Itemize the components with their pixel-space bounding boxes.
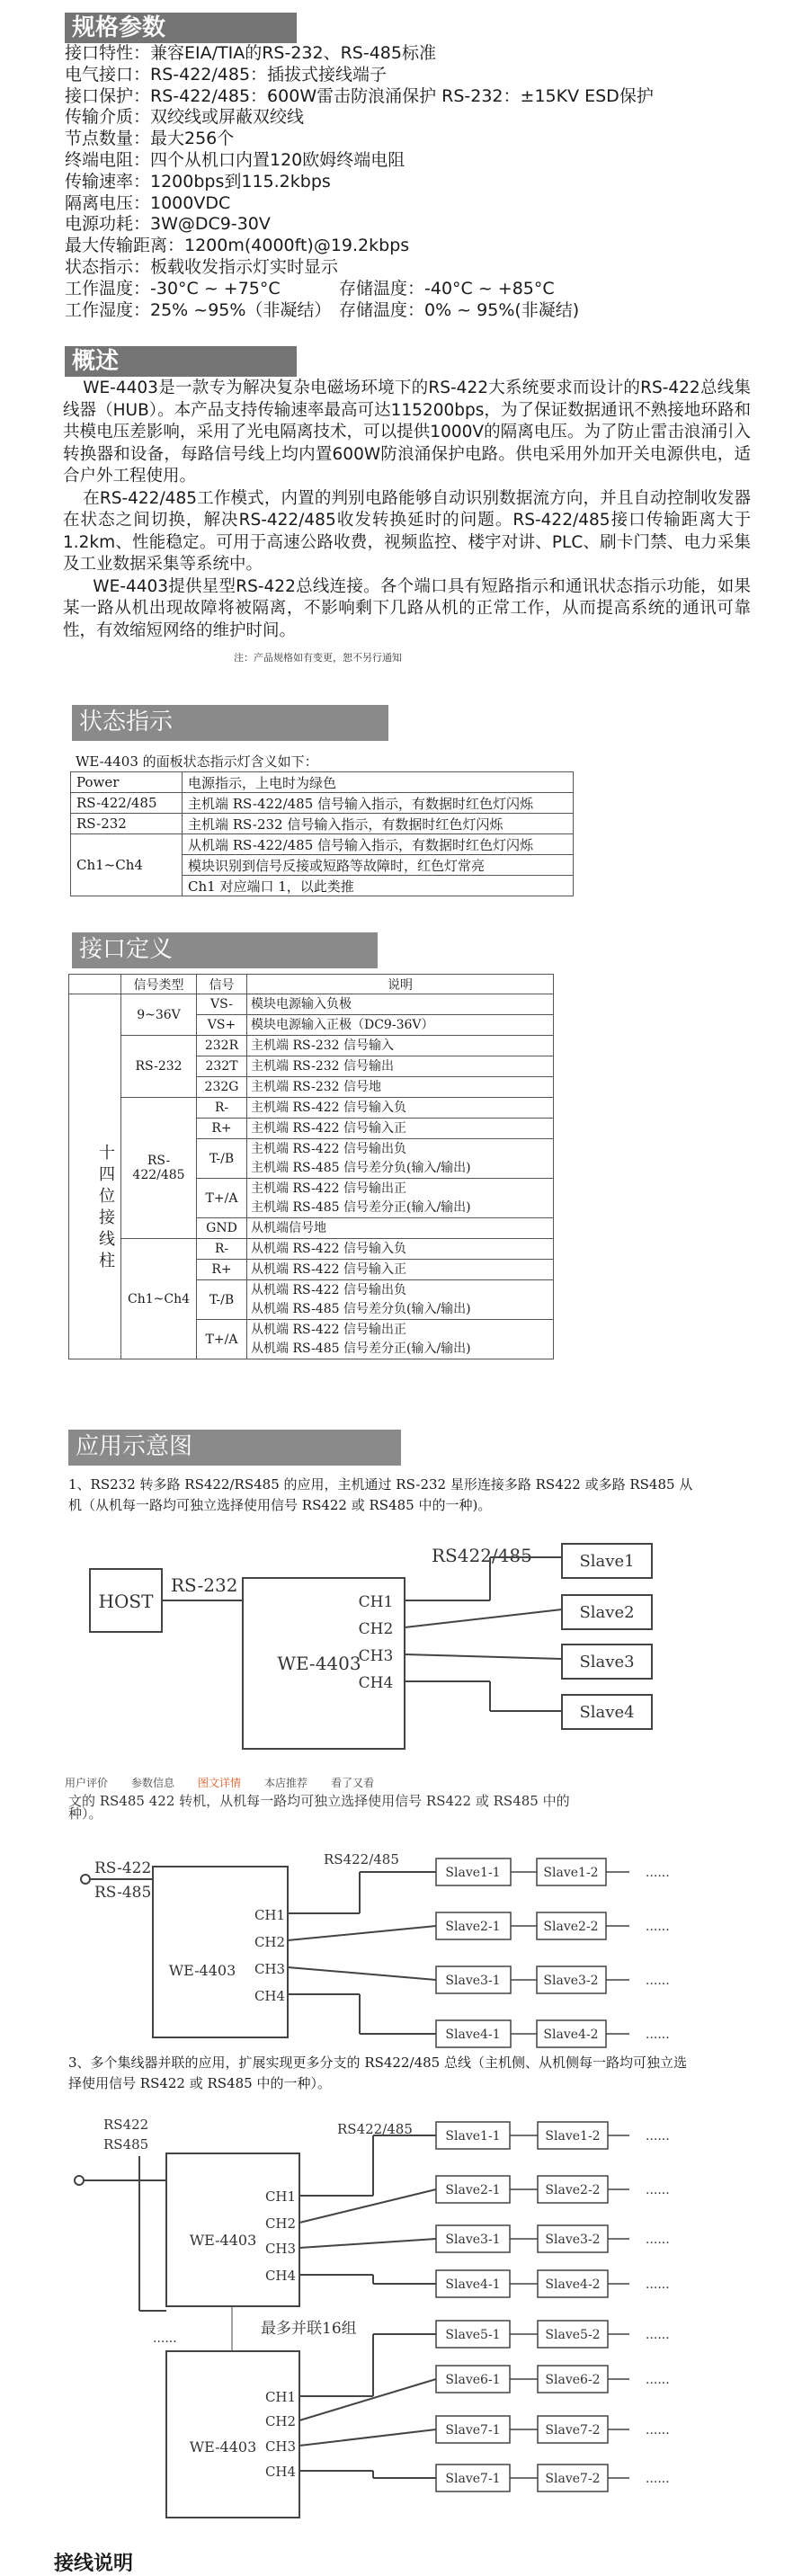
port-circle — [81, 1875, 90, 1884]
table-header-row — [69, 975, 554, 994]
ellipsis: ...... — [646, 2373, 670, 2387]
signal-type: RS-422/485 — [121, 1098, 197, 1239]
connector-line — [405, 1609, 562, 1627]
diagram-3 — [0, 2104, 811, 2534]
channel-label: CH1 — [264, 2188, 297, 2205]
ellipsis: ...... — [646, 2423, 670, 2438]
signal-name: T-/B — [197, 1139, 247, 1179]
signal-desc: 模块电源输入正极（DC9-36V） — [247, 1015, 554, 1036]
signal-desc: 从机端信号地 — [247, 1218, 554, 1239]
slave-label: Slave7-2 — [545, 2472, 601, 2486]
bus-label: RS422/485 — [337, 2121, 413, 2137]
signal-name: T+/A — [197, 1320, 247, 1359]
ellipsis: ...... — [646, 2183, 670, 2197]
signal-name: R- — [197, 1098, 247, 1119]
signal-name: GND — [197, 1218, 247, 1239]
channel-label: CH4 — [264, 2268, 297, 2284]
table-row — [71, 834, 574, 855]
table-row — [71, 793, 574, 814]
input-label: RS422 — [103, 2117, 149, 2133]
status-key: Ch1~Ch4 — [71, 834, 183, 896]
slave-label: Slave2-2 — [545, 2183, 601, 2197]
status-desc: 电源指示，上电时为绿色 — [183, 772, 574, 793]
slave-label: Slave2-2 — [543, 1920, 599, 1934]
signal-name: R- — [197, 1239, 247, 1260]
input-label: RS485 — [103, 2136, 149, 2153]
device-label: WE-4403 — [168, 1962, 236, 1979]
device-label: WE-4403 — [189, 2232, 257, 2249]
slave-label: Slave3 — [579, 1653, 635, 1671]
status-desc: 从机端 RS-422/485 信号输入指示，有数据时红色灯闪烁 — [183, 834, 574, 855]
we4403-box — [153, 1867, 288, 2037]
slave-label: Slave4-1 — [445, 2277, 501, 2292]
signal-desc: 主机端 RS-232 信号输入 — [247, 1036, 554, 1056]
signal-desc: 从机端 RS-422 信号输入负 — [247, 1239, 554, 1260]
signal-desc: 主机端 RS-232 信号地 — [247, 1077, 554, 1098]
table-row — [69, 994, 554, 1015]
spec-pair-item: 工作湿度：25% ~95%（非凝结） — [65, 299, 332, 320]
status-table — [70, 771, 574, 896]
bus-label: RS422/485 — [324, 1851, 399, 1867]
column-header: 信号 — [197, 975, 247, 994]
slave-label: Slave3-1 — [445, 2233, 501, 2247]
overview-paragraph: WE-4403是一款专为解决复杂电磁场环境下的RS-422大系统要求而设计的RS-422总线集线器（HUB）。本产品支持传输速率最高可达115200bps，为了保证数据通讯不熟接地环路和共模电压差影响，采用了光电隔离技术，可以提供1000V的隔离电压。为了防止雷击浪涌引入转换器和设备，每路信号线上均内置600W防浪涌保护电路。供电采用外加开关电源供电，适合户外工程使用。 — [63, 379, 751, 486]
channel-label: CH3 — [264, 2438, 297, 2455]
slave-label: Slave3-2 — [545, 2233, 601, 2247]
signal-type: Ch1~Ch4 — [121, 1239, 197, 1359]
spec-line: 最大传输距离：1200m(4000ft)@19.2kbps — [65, 236, 410, 256]
status-key: RS-232 — [71, 814, 183, 834]
channel-label: CH4 — [264, 2464, 297, 2480]
slave-label: Slave6-1 — [445, 2373, 501, 2387]
slave-label: Slave4 — [579, 1703, 635, 1722]
ellipsis: ...... — [646, 2129, 670, 2144]
signal-name: T-/B — [197, 1280, 247, 1320]
slave-label: Slave7-2 — [545, 2423, 601, 2438]
spec-change-note: 注：产品规格如有变更，恕不另行通知 — [234, 652, 402, 664]
status-desc: 模块识别到信号反接或短路等故障时，红色灯常亮 — [183, 855, 574, 876]
app-desc-3: 3、多个集线器并联的应用，扩展实现更多分支的 RS422/485 总线（主机侧、从机侧每一路均可独立选择使用信号 RS422 或 RS485 中的一种）。 — [68, 2055, 687, 2091]
connector-line — [299, 2429, 436, 2446]
spec-line: 电气接口：RS-422/485：插拔式接线端子 — [65, 64, 388, 85]
channel-label: CH1 — [358, 1593, 394, 1611]
device-label: WE-4403 — [277, 1653, 361, 1674]
status-desc: Ch1 对应端口 1，以此类推 — [183, 876, 574, 896]
spec-pair — [65, 300, 748, 322]
spec-pair-item: 存储温度：-40°C ~ +85°C — [339, 278, 555, 299]
signal-type: 9~36V — [121, 994, 197, 1036]
channel-label: CH2 — [264, 2215, 297, 2232]
spec-line: 隔离电压：1000VDC — [65, 192, 231, 213]
signal-name: R+ — [197, 1260, 247, 1280]
diagram-1 — [0, 1524, 811, 1762]
overview-paragraph: 在RS-422/485工作模式，内置的判别电路能够自动识别数据流方向，并且自动控制收发器在状态之间切换，解决RS-422/485收发转换延时的问题。RS-422/485接口传输距离大于1.2km、性能稳定。可用于高速公路收费，视频监控、楼宇对讲、PLC、刷卡门禁、电力采集及工业数据采集等系统中。 — [63, 488, 751, 574]
channel-label: CH1 — [264, 2389, 297, 2405]
tab-also-viewed[interactable]: 看了又看 — [331, 1777, 375, 1789]
tab-details[interactable]: 图文详情 — [198, 1777, 242, 1789]
tab-params[interactable]: 参数信息 — [131, 1777, 175, 1789]
dots-label: ...... — [153, 2331, 177, 2346]
slave-label: Slave5-1 — [445, 2328, 501, 2342]
channel-label: CH2 — [264, 2413, 297, 2429]
spec-line: 状态指示：板载收发指示灯实时显示 — [65, 256, 339, 277]
signal-name: R+ — [197, 1119, 247, 1139]
input-label: RS-485 — [94, 1884, 152, 1902]
table-row — [69, 1098, 554, 1119]
channel-label: CH4 — [254, 1988, 286, 2004]
signal-desc: 模块电源输入负极 — [247, 994, 554, 1015]
table-row — [69, 1036, 554, 1056]
slave-label: Slave2-1 — [445, 2183, 501, 2197]
table-row — [69, 1239, 554, 1260]
signal-desc: 从机端 RS-422 信号输出正 从机端 RS-485 信号差分正(输入/输出) — [247, 1320, 554, 1359]
blank-header — [69, 975, 121, 994]
slave-label: Slave1 — [579, 1552, 635, 1571]
slave-label: Slave4-1 — [445, 2028, 501, 2042]
spec-pair — [65, 279, 748, 300]
input-label: RS-422 — [94, 1859, 152, 1877]
ellipsis: ...... — [646, 1866, 670, 1880]
diagram-2 — [0, 1834, 811, 2050]
spec-line: 传输介质：双绞线或屏蔽双绞线 — [65, 107, 305, 128]
status-key: Power — [71, 772, 183, 793]
we4403-box — [166, 2351, 299, 2518]
spec-line: 接口保护：RS-422/485：600W雷击防浪涌保护 RS-232：±15KV ESD保护 — [65, 85, 654, 106]
ellipsis: ...... — [646, 1974, 670, 1988]
spec-line: 节点数量：最大256个 — [65, 129, 235, 149]
table-row — [71, 814, 574, 834]
host-label: HOST — [98, 1591, 154, 1612]
interface-title: 接口定义 — [72, 932, 378, 968]
slave-label: Slave7-1 — [445, 2472, 501, 2486]
slave-label: Slave1-1 — [445, 1866, 501, 1880]
slave-label: Slave3-2 — [543, 1974, 599, 1988]
slave-label: Slave3-1 — [445, 1974, 501, 1988]
spec-title: 规格参数 — [65, 13, 297, 43]
wiring-heading: 接线说明 — [54, 2552, 134, 2575]
ellipsis: ...... — [646, 1920, 670, 1934]
connector-line — [299, 2189, 436, 2223]
terminal-label: 十四位接线柱 — [69, 994, 121, 1359]
ellipsis: ...... — [646, 2028, 670, 2042]
column-header: 说明 — [247, 975, 554, 994]
signal-desc: 主机端 RS-422 信号输入负 — [247, 1098, 554, 1119]
spec-pair-item: 存储温度：0% ~ 95%(非凝结) — [339, 299, 580, 320]
signal-name: 232G — [197, 1077, 247, 1098]
port-circle — [75, 2176, 84, 2185]
connector-line — [299, 2379, 436, 2420]
channel-label: CH3 — [358, 1647, 394, 1665]
interface-table — [68, 974, 554, 1359]
tab-store-recommend[interactable]: 本店推荐 — [264, 1777, 308, 1789]
signal-name: VS- — [197, 994, 247, 1015]
slave-label: Slave4-2 — [543, 2028, 599, 2042]
slave-label: Slave6-2 — [545, 2373, 601, 2387]
signal-name: VS+ — [197, 1015, 247, 1036]
app-title: 应用示意图 — [68, 1430, 401, 1466]
ellipsis: ...... — [646, 2277, 670, 2292]
spec-list — [65, 43, 748, 321]
connector-line — [405, 1654, 562, 1659]
spec-pair-item: 工作温度：-30°C ~ +75°C — [65, 278, 281, 299]
bus-label: RS422/485 — [432, 1545, 532, 1566]
spec-line: 接口特性：兼容EIA/TIA的RS-232、RS-485标准 — [65, 43, 436, 63]
cut-line: 种）。 — [68, 1805, 102, 1822]
spec-line: 传输速率：1200bps到115.2kbps — [65, 171, 331, 192]
status-desc: 主机端 RS-422/485 信号输入指示，有数据时红色灯闪烁 — [183, 793, 574, 814]
channel-label: CH4 — [358, 1674, 394, 1692]
cut-line: 文的 RS485 422 转机，从机每一路均可独立选择使用信号 RS422 或 RS485 中的 — [68, 1793, 570, 1809]
slave-label: Slave5-2 — [545, 2328, 601, 2342]
connector-line — [299, 2239, 436, 2248]
channel-label: CH1 — [254, 1907, 286, 1923]
tab-reviews[interactable]: 用户评价 — [65, 1777, 109, 1789]
cut-text — [68, 1793, 716, 1823]
status-desc: 主机端 RS-232 信号输入指示，有数据时红色灯闪烁 — [183, 814, 574, 834]
overview-title: 概述 — [65, 346, 297, 377]
channel-label: CH3 — [264, 2241, 297, 2257]
status-intro: WE-4403 的面板状态指示灯含义如下： — [76, 753, 318, 770]
spec-line: 终端电阻：四个从机口内置120欧姆终端电阻 — [65, 149, 406, 170]
slave-label: Slave4-2 — [545, 2277, 601, 2292]
slave-label: Slave1-2 — [543, 1866, 599, 1880]
signal-name: T+/A — [197, 1179, 247, 1218]
table-row — [71, 772, 574, 793]
rs232-label: RS-232 — [171, 1574, 238, 1596]
connector-line — [288, 1967, 436, 1980]
connector-line — [288, 1926, 436, 1940]
ellipsis: ...... — [646, 2328, 670, 2342]
device-label: WE-4403 — [189, 2438, 257, 2456]
slave-label: Slave2 — [579, 1603, 635, 1622]
status-title: 状态指示 — [72, 705, 388, 741]
ellipsis: ...... — [646, 2233, 670, 2247]
signal-desc: 从机端 RS-422 信号输出负 从机端 RS-485 信号差分负(输入/输出) — [247, 1280, 554, 1320]
spec-line: 电源功耗：3W@DC9-30V — [65, 214, 271, 235]
product-tab-nav — [65, 1775, 374, 1790]
app-desc-1: 1、RS232 转多路 RS422/RS485 的应用，主机通过 RS-232 星形连接多路 RS422 或多路 RS485 从机（从机每一路均可独立选择使用信号 RS422 或 RS485 中的一种)。 — [68, 1476, 693, 1513]
channel-label: CH3 — [254, 1961, 286, 1977]
channel-label: CH2 — [254, 1934, 286, 1950]
signal-desc: 主机端 RS-422 信号输出负 主机端 RS-485 信号差分负(输入/输出) — [247, 1139, 554, 1179]
signal-name: 232R — [197, 1036, 247, 1056]
ellipsis: ...... — [646, 2472, 670, 2486]
signal-desc: 从机端 RS-422 信号输入正 — [247, 1260, 554, 1280]
parallel-label: 最多并联16组 — [261, 2320, 357, 2338]
slave-label: Slave1-2 — [545, 2129, 601, 2144]
column-header: 信号类型 — [121, 975, 197, 994]
signal-type: RS-232 — [121, 1036, 197, 1098]
signal-desc: 主机端 RS-422 信号输入正 — [247, 1119, 554, 1139]
slave-label: Slave1-1 — [445, 2129, 501, 2144]
slave-label: Slave2-1 — [445, 1920, 501, 1934]
status-key: RS-422/485 — [71, 793, 183, 814]
signal-desc: 主机端 RS-232 信号输出 — [247, 1056, 554, 1077]
channel-label: CH2 — [358, 1620, 394, 1638]
slave-label: Slave7-1 — [445, 2423, 501, 2438]
overview-text — [63, 378, 751, 642]
signal-name: 232T — [197, 1056, 247, 1077]
overview-paragraph: WE-4403提供星型RS-422总线连接。各个端口具有短路指示和通讯状态指示功能，如果某一路从机出现故障将被隔离，不影响剩下几路从机的正常工作，从而提高系统的通讯可靠性，有效缩短网络的维护时间。 — [63, 576, 751, 640]
signal-desc: 主机端 RS-422 信号输出正 主机端 RS-485 信号差分正(输入/输出) — [247, 1179, 554, 1218]
